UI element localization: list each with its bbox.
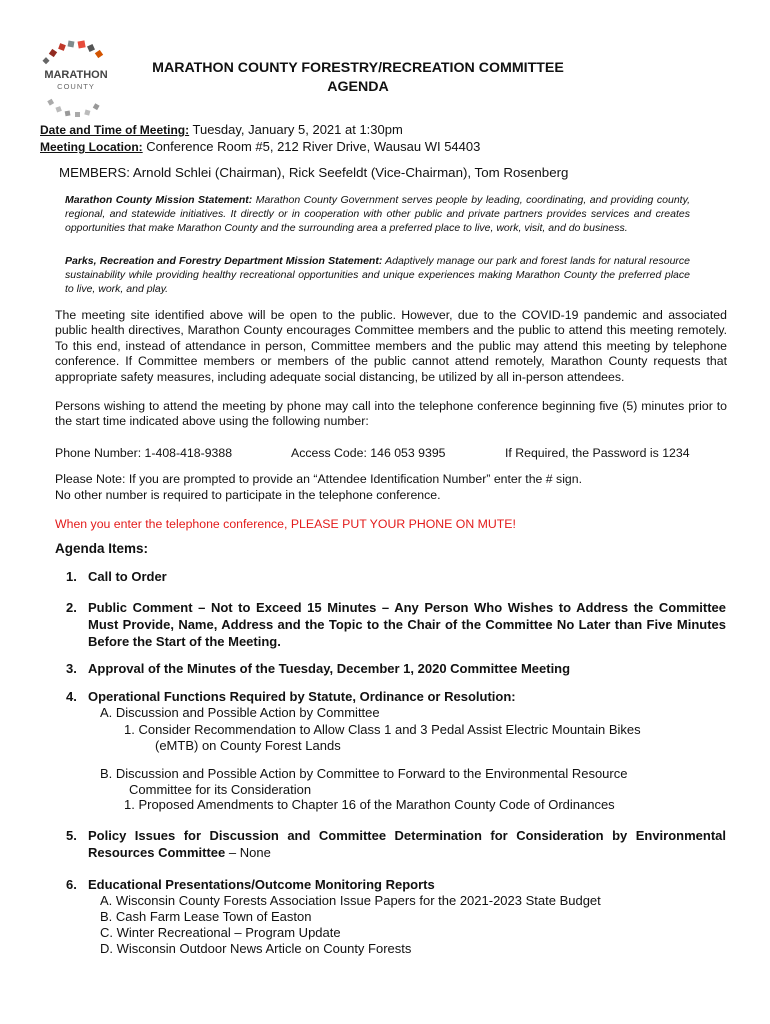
meeting-location-row [40,139,480,154]
title-line-2: AGENDA [327,79,389,95]
agenda-item-text: Public Comment – Not to Exceed 15 Minutes – Any Person Who Wishes to Address the Committee Must Provide, Name, Address and the Topic to the Chair of the Committee No Later than Five Minutes Before the Start of the Meeting. [88,600,726,649]
committee-members: MEMBERS: Arnold Schlei (Chairman), Rick Seefeldt (Vice-Chairman), Tom Rosenberg [59,165,569,180]
item-6-sub-a: A. Wisconsin County Forests Association Issue Papers for the 2021-2023 State Budget [100,893,601,908]
item-6-sub-d: D. Wisconsin Outdoor News Article on County Forests [100,941,412,956]
agenda-item-number: 6. [66,877,77,892]
agenda-item-1 [66,568,726,585]
agenda-item-number: 4. [66,689,77,704]
department-mission-statement [65,254,690,296]
attendee-id-note: Please Note: If you are prompted to provide an “Attendee Identification Number” enter the # sign. [55,472,583,486]
item-4-sub-a1-line1: 1. Consider Recommendation to Allow Class 1 and 3 Pedal Assist Electric Mountain Bikes [124,722,641,737]
county-mission-statement [65,193,690,235]
covid-notice-paragraph: The meeting site identified above will be open to the public. However, due to the COVID-19 pandemic and associated public health directives, Marathon County encourages Committee members and the public to attend this meeting remotely. To this end, instead of attendance in person, Committee members and the public may attend this meeting by telephone conference. If Committee members or members of the public cannot attend remotely, Marathon County requests that appropriate safety measures, including adequate social distancing, be utilized by all in-person attendees. [55,308,727,384]
password: If Required, the Password is 1234 [505,446,690,460]
item-4-sub-b-line1: B. Discussion and Possible Action by Committee to Forward to the Environmental Resource [100,766,628,781]
department-mission-label: Parks, Recreation and Forestry Department Mission Statement: [65,255,383,267]
agenda-item-text: Operational Functions Required by Statute, Ordinance or Resolution: [88,689,516,704]
agenda-item-2 [66,599,726,650]
meeting-location-label: Meeting Location: [40,140,143,154]
meeting-location-value: Conference Room #5, 212 River Drive, Wausau WI 54403 [142,139,481,154]
item-6-sub-c: C. Winter Recreational – Program Update [100,925,341,940]
county-mission-label: Marathon County Mission Statement: [65,194,253,206]
agenda-item-number: 1. [66,569,77,584]
phone-number: Phone Number: 1-408-418-9388 [55,446,233,460]
access-code: Access Code: 146 053 9395 [291,446,446,460]
county-mission-text: Marathon County Government serves people by leading, coordinating, and providing county, regional, and statewide initiatives. It directly or in cooperation with other public and private partners provides services and creates opportunities that make Marathon County and the surrounding area a preferred place to live, work, visit, and do business. [65,194,690,234]
mute-warning: When you enter the telephone conference, PLEASE PUT YOUR PHONE ON MUTE! [55,517,516,531]
agenda-item-text: Educational Presentations/Outcome Monitoring Reports [88,877,435,892]
agenda-item-text: Policy Issues for Discussion and Committee Determination for Consideration by Environmental Resources Committee – None [88,828,726,860]
county-logo [33,38,119,124]
item-4-sub-b1: 1. Proposed Amendments to Chapter 16 of the Marathon County Code of Ordinances [124,797,615,812]
item-6-sub-b: B. Cash Farm Lease Town of Easton [100,909,312,924]
logo-ring-icon [33,38,119,124]
item-4-sub-b-line2: Committee for its Consideration [129,782,312,797]
agenda-item-4 [66,688,726,705]
agenda-item-3 [66,660,726,677]
page-title [130,59,586,97]
agenda-item-6 [66,876,726,893]
meeting-date-label: Date and Time of Meeting: [40,123,190,137]
item-4-sub-a: A. Discussion and Possible Action by Committee [100,705,380,720]
agenda-item-5 [66,827,726,861]
meeting-date-row [40,122,403,137]
agenda-item-number: 3. [66,661,77,676]
no-other-number-note: No other number is required to participate in the telephone conference. [55,488,441,502]
svg-text:MARATHON: MARATHON [44,69,108,81]
item-4-sub-a1-line2: (eMTB) on County Forest Lands [155,738,341,753]
svg-text:COUNTY: COUNTY [57,82,95,91]
agenda-item-text: Approval of the Minutes of the Tuesday, December 1, 2020 Committee Meeting [88,661,571,676]
meeting-date-value: Tuesday, January 5, 2021 at 1:30pm [189,122,403,137]
phone-attendance-paragraph: Persons wishing to attend the meeting by phone may call into the telephone conference beginning five (5) minutes prior to the start time indicated above using the following number: [55,399,727,429]
agenda-item-number: 2. [66,600,77,615]
agenda-item-number: 5. [66,828,77,843]
agenda-item-suffix: – None [225,845,271,860]
department-mission-text: Adaptively manage our park and forest lands for natural resource sustainability while providing healthy recreational opportunities and unique experiences making Marathon County the preferred place to live, work, and play. [65,255,690,295]
agenda-item-text: Call to Order [88,569,167,584]
title-line-1: MARATHON COUNTY FORESTRY/RECREATION COMMITTEE [152,60,564,76]
agenda-heading: Agenda Items: [55,541,149,556]
